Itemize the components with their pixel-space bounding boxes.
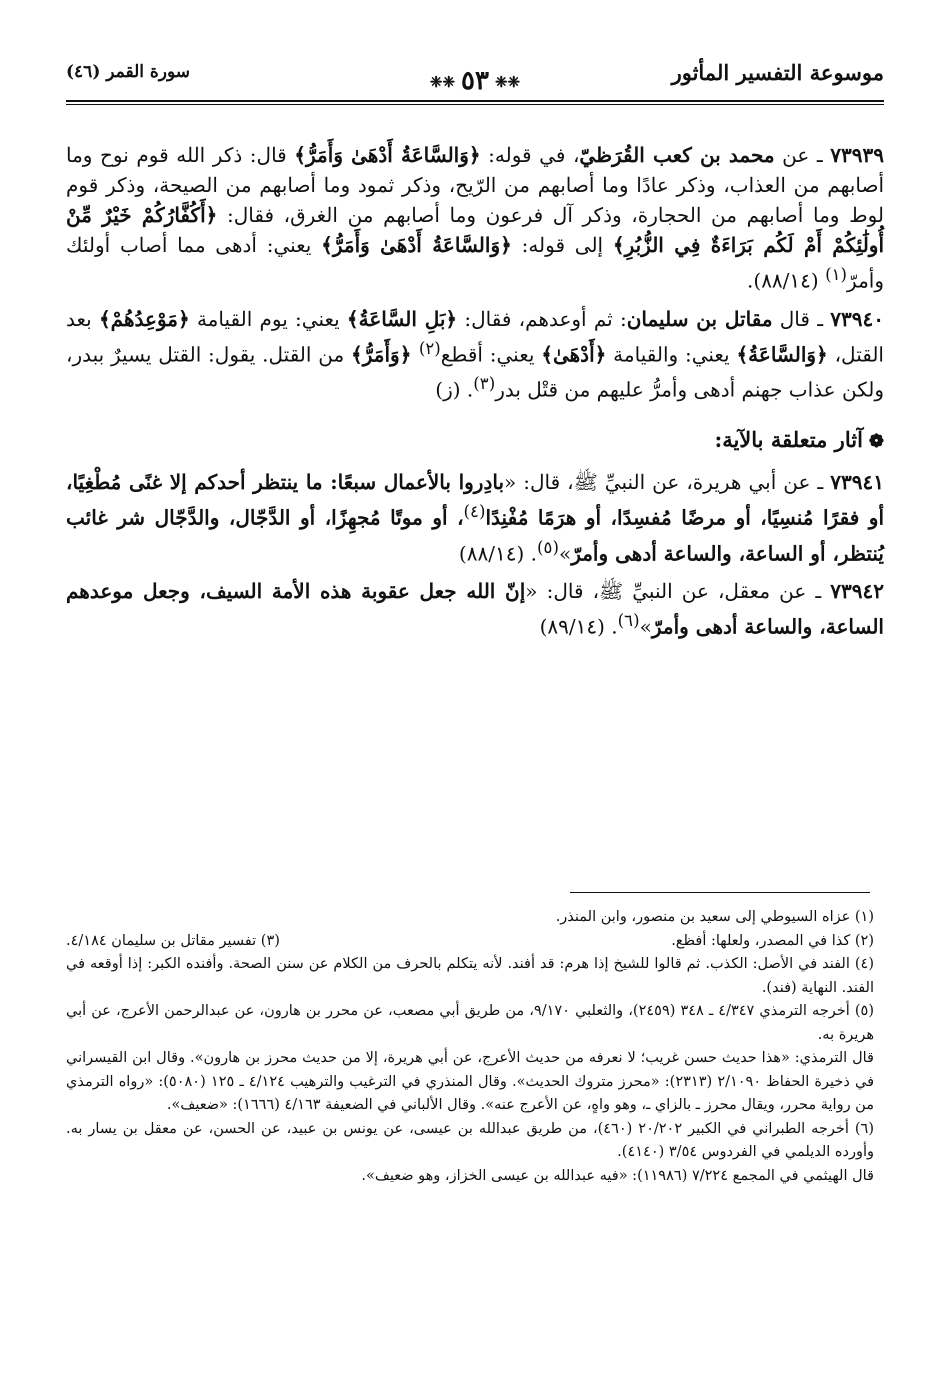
entry-73941 (66, 467, 884, 568)
entry-text: ، في قوله: (480, 143, 580, 167)
quran-quote: ﴿مَوْعِدُهُمْ﴾ (98, 306, 190, 331)
flower-ornament-icon: ❁ (868, 430, 884, 452)
entry-text: ـ قال (772, 306, 831, 331)
book-title: موسوعة التفسير المأثور (671, 60, 884, 85)
footnote-ref: (٢) (418, 338, 441, 358)
volume-reference: . (٨٩/١٤) (539, 614, 618, 639)
footnote-4: (٤) الفند في الأصل: الكذب. ثم قالوا للشيخ إذا هرم: قد أفند. لأنه يتكلم بالحرف من الكلام عن سنن الصحة. وأفنده الكبر: إذا أوقعه في الفند. النهاية (فند). (66, 956, 874, 996)
footnote-ref: (٤) (463, 501, 486, 521)
hadith-text: إنّ الله جعل عقوبة هذه الأمة السيف، وجعل موعدهم الساعة، والساعة أدهى وأمرّ (66, 579, 884, 639)
footnote-ref: (١) (825, 265, 848, 284)
footnote-row (66, 930, 874, 954)
volume-reference: . (ز) (435, 377, 474, 402)
entry-73940 (66, 304, 884, 405)
entry-text: قال: ذكر الله قوم نوح وما أصابهم من العذاب، وذكر عادًا وما أصابهم من الرّيح، وذكر ثمود وما أصابهم من الصيحة، وذكر قوم لوط وما أصابهم من الحجارة، وذكر آل فرعون وما أصابهم من الغرق، فقال: (66, 143, 884, 227)
footnote-3: (٣) تفسير مقاتل بن سليمان ٤/١٨٤. (66, 932, 280, 949)
entry-text: يعني: يوم القيامة (189, 306, 347, 331)
ornament-right: ❈❈ (494, 73, 521, 91)
footnote-ref: (٥) (536, 537, 559, 557)
footnote-ref: (٦) (617, 611, 640, 631)
entry-text: من القتل. يقول: القتل يسيرٌ ببدر، ولكن عذاب جهنم أدهى وأمرُّ عليهم من قتْل بدر (66, 342, 884, 402)
entry-73942 (66, 576, 884, 642)
entry-text: يعني: أدهى مما أصاب أولئك وأمرّ (66, 233, 884, 293)
entry-number: ٧٣٩٤٢ (830, 579, 884, 604)
hadith-text: بادِروا بالأعمال سبعًا: ما ينتظر أحدكم إلا غنًى مُطْغِيًا، أو فقرًا مُنسِيًا، أو مرضًا مُفسِدًا، أو هرَمًا مُفْنِدًا (66, 469, 884, 530)
quran-quote: ﴿وَالسَّاعَةُ أَدْهَىٰ وَأَمَرُّ﴾ (321, 233, 512, 257)
header-rule (66, 100, 884, 102)
footnote-2: (٢) كذا في المصدر، ولعلها: أفظع. (671, 932, 874, 949)
footnote-1: (١) عزاه السيوطي إلى سعيد بن منصور، وابن المنذر. (555, 909, 874, 925)
footnote-separator (570, 892, 870, 893)
volume-reference: (٨٨/١٤). (747, 268, 826, 293)
volume-reference: . (٨٨/١٤) (458, 541, 537, 566)
entry-text: » (639, 614, 652, 639)
footnote-6-commentary: قال الهيثمي في المجمع ٧/٢٢٤ (١١٩٨٦): «فيه عبدالله بن عيسى الخزاز، وهو ضعيف». (361, 1167, 874, 1184)
narrator-name: مقاتل بن سليمان (626, 306, 773, 331)
entry-text: ـ عن أبي هريرة، عن النبيِّ ﷺ، قال: « (504, 469, 831, 494)
quran-quote: ﴿أَكُفَّارُكُمْ خَيْرٌ مِّنْ أُولَٰئِكُمْ أَمْ لَكُم بَرَاءَةٌ فِي الزُّبُرِ﴾ (66, 203, 885, 257)
footnote-ref: (٣) (473, 374, 496, 394)
page-number-value: ٥٣ (461, 66, 489, 96)
entry-number: ٧٣٩٤١ (830, 469, 884, 494)
section-title (66, 425, 884, 457)
entry-text: يعني: أقطع (440, 342, 542, 367)
page-number (424, 66, 526, 96)
surah-name: سورة القمر (٤٦) (66, 62, 191, 82)
main-text (66, 140, 884, 650)
section-title-text: آثار متعلقة بالآية: (714, 426, 863, 452)
footnote-5: (٥) أخرجه الترمذي ٤/٣٤٧ ـ ٣٤٨ (٢٤٥٩)، والثعلبي ٩/١٧٠، من طريق أبي مصعب، عن محرر بن هارون، عن عبدالرحمن الأعرج، عن أبي هريرة به. (66, 1003, 874, 1043)
entry-text: ـ عن (774, 143, 831, 167)
entry-number: ٧٣٩٣٩ (830, 143, 885, 167)
footnote-5-commentary: قال الترمذي: «هذا حديث حسن غريب؛ لا نعرفه من حديث الأعرج، عن أبي هريرة، إلا من حديث محرز بن هارون». وقال ابن القيسراني في ذخيرة الحفاظ ٢/١٠٩٠ (٢٣١٣): «محرز متروك الحديث». وقال المنذري في الترغيب والترهيب ٤/١٢٤ ـ ١٢٥ (٥٠٨٠): «رواه الترمذي من رواية محرر، ويقال محرز ـ بالزاي ـ، وهو واهٍ، عن الأعرج عنه». وقال الألباني في الضعيفة ٤/١٦٣ (١٦٦٦): «ضعيف». (66, 1050, 874, 1113)
entry-text: يعني: والقيامة (606, 342, 737, 367)
quran-quote: ﴿بَلِ السَّاعَةُ﴾ (346, 306, 458, 331)
quran-quote: ﴿وَالسَّاعَةُ أَدْهَىٰ وَأَمَرُّ﴾ (294, 143, 481, 167)
footnotes (66, 906, 874, 1188)
quran-quote: ﴿وَالسَّاعَةُ﴾ (736, 342, 828, 367)
narrator-name: محمد بن كعب القُرَظيّ (579, 143, 775, 167)
entry-text: : ثم أوعدهم، فقال: (457, 306, 627, 331)
entry-73939 (66, 140, 884, 296)
quran-quote: ﴿وَأَمَرُّ﴾ (351, 342, 419, 367)
quran-quote: ﴿أَدْهَىٰ﴾ (541, 342, 607, 367)
header-rule-thin (66, 104, 884, 105)
footnote-6: (٦) أخرجه الطبراني في الكبير ٢٠/٢٠٢ (٤٦٠)، من طريق عبدالله بن عيسى، عن يونس بن عبيد، عن الحسن، عن معقل بن يسار به. وأورده الديلمي في الفردوس ٣/٥٤ (٤١٤٠). (66, 1120, 874, 1160)
entry-text: » (558, 541, 572, 566)
running-header (66, 58, 884, 98)
entry-text: ـ عن معقل، عن النبيِّ ﷺ، قال: « (525, 579, 831, 604)
ornament-left: ❈❈ (429, 73, 456, 91)
entry-number: ٧٣٩٤٠ (830, 306, 884, 331)
entry-text: إلى قوله: (511, 233, 613, 257)
hadith-text: ، أو موتًا مُجهِزًا، أو الدَّجّال، والدَّجّال شر غائب يُنتظر، أو الساعة، والساعة أدهى وأمرّ (66, 505, 884, 566)
entry-text: بعد القتل، (66, 306, 884, 367)
